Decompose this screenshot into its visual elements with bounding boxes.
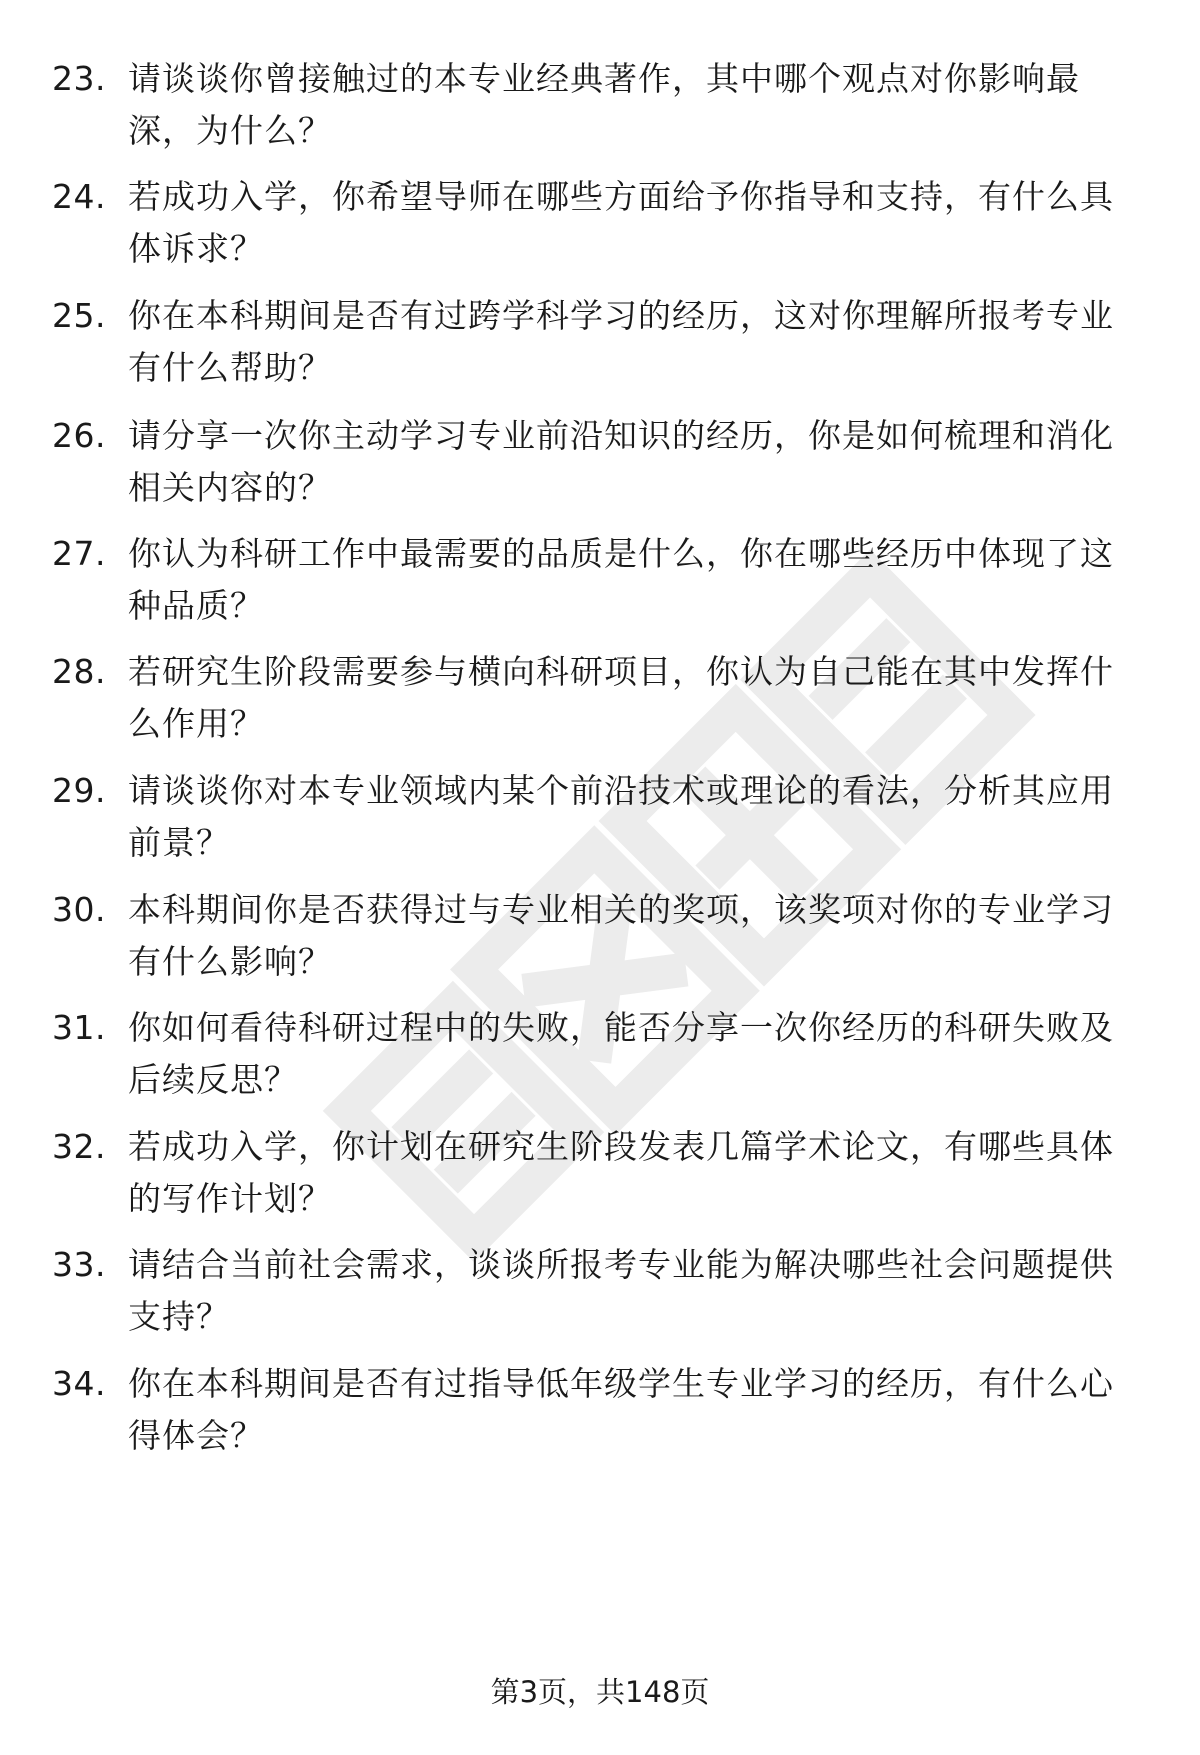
question-text: 若成功入学，你希望导师在哪些方面给予你指导和支持，有什么具体诉求？ <box>128 177 1114 268</box>
question-number: 30. <box>52 890 106 929</box>
question-text: 你如何看待科研过程中的失败，能否分享一次你经历的科研失败及后续反思？ <box>128 1008 1114 1099</box>
question-item <box>52 410 1152 520</box>
question-number: 28. <box>52 652 106 691</box>
question-number: 31. <box>52 1008 106 1047</box>
question-text: 你在本科期间是否有过指导低年级学生专业学习的经历，有什么心得体会？ <box>128 1364 1114 1455</box>
question-item <box>52 1358 1152 1468</box>
question-number: 27. <box>52 534 106 573</box>
question-item <box>52 884 1152 994</box>
question-number: 29. <box>52 771 106 810</box>
question-text: 请结合当前社会需求，谈谈所报考专业能为解决哪些社会问题提供支持？ <box>128 1245 1114 1336</box>
question-number: 25. <box>52 296 106 335</box>
question-item <box>52 171 1152 281</box>
question-item <box>52 646 1152 756</box>
question-number: 24. <box>52 177 106 216</box>
question-text: 本科期间你是否获得过与专业相关的奖项，该奖项对你的专业学习有什么影响？ <box>128 890 1114 981</box>
question-number: 34. <box>52 1364 106 1403</box>
question-text: 你认为科研工作中最需要的品质是什么，你在哪些经历中体现了这种品质？ <box>128 534 1114 625</box>
question-item <box>52 1002 1152 1112</box>
question-text: 你在本科期间是否有过跨学科学习的经历，这对你理解所报考专业有什么帮助？ <box>128 296 1114 387</box>
question-number: 23. <box>52 59 106 98</box>
question-item <box>52 1121 1152 1231</box>
page-footer: 第3页，共148页 <box>490 1675 710 1709</box>
question-item <box>52 765 1152 875</box>
question-item <box>52 1239 1152 1349</box>
question-text: 若研究生阶段需要参与横向科研项目，你认为自己能在其中发挥什么作用？ <box>128 652 1114 743</box>
question-item <box>52 290 1152 400</box>
question-item <box>52 53 1152 163</box>
question-text: 请谈谈你对本专业领域内某个前沿技术或理论的看法，分析其应用前景？ <box>128 771 1114 862</box>
question-number: 33. <box>52 1245 106 1284</box>
question-number: 32. <box>52 1127 106 1166</box>
question-item <box>52 528 1152 638</box>
question-text: 请谈谈你曾接触过的本专业经典著作，其中哪个观点对你影响最深，为什么？ <box>128 59 1080 150</box>
question-text: 若成功入学，你计划在研究生阶段发表几篇学术论文，有哪些具体的写作计划？ <box>128 1127 1114 1218</box>
question-number: 26. <box>52 416 106 455</box>
question-text: 请分享一次你主动学习专业前沿知识的经历，你是如何梳理和消化相关内容的？ <box>128 416 1114 507</box>
